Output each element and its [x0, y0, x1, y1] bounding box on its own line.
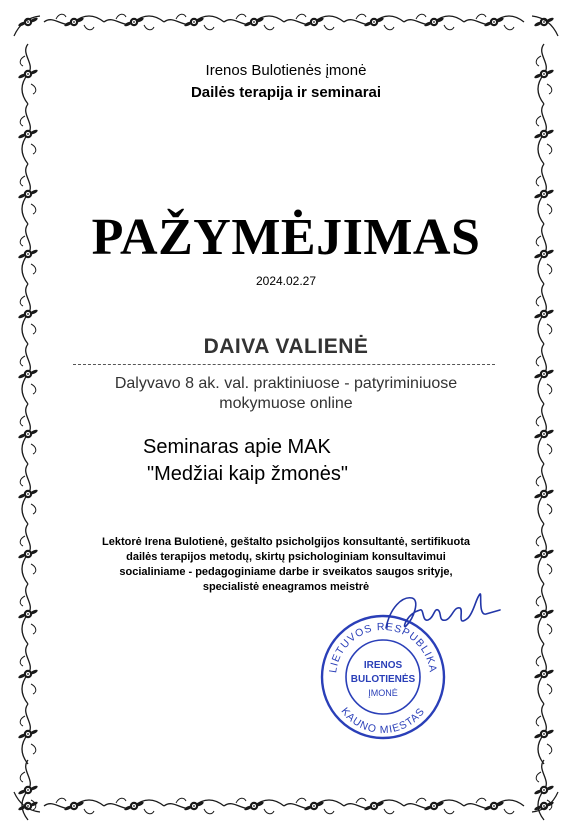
seminar-line-2: "Medžiai kaip žmonės": [147, 463, 348, 485]
name-underline: [73, 364, 495, 365]
corner-ornament-top-right: [532, 16, 558, 36]
corner-ornament-bottom-right: [532, 792, 558, 812]
signature: [376, 588, 506, 648]
seminar-line-1: Seminaras apie MAK: [143, 436, 331, 458]
stamp-center-line-2: BULOTIENĖS: [350, 674, 416, 685]
stamp-outer-top: LIETUVOS RESPUBLIKA: [327, 620, 439, 674]
lecturer-description: [0, 535, 572, 595]
lecturer-line-2: dailės terapijos metodų, skirtų psichologiniam konsultavimui: [126, 551, 446, 563]
company-subtitle: Dailės terapija ir seminarai: [190, 84, 382, 101]
participation-line-2: mokymuose online: [219, 395, 353, 412]
participation-line-1: Dalyvavo 8 ak. val. praktiniuose - patyriminiuose: [114, 375, 458, 392]
corner-ornament-top-left: [14, 16, 40, 36]
certificate-date: 2024.02.27: [255, 274, 317, 288]
participation-text: [0, 374, 572, 414]
recipient-name: DAIVA VALIENĖ: [203, 335, 369, 358]
certificate-title: PAŽYMĖJIMAS: [91, 209, 481, 266]
seminar-title: [143, 434, 348, 488]
lecturer-line-3: socialiniame - pedagoginiame darbe ir sveikatos saugos srityje,: [119, 566, 453, 578]
svg-text:KAUNO MIESTAS: [338, 705, 427, 736]
stamp-center-line-1: IRENOS: [363, 660, 403, 671]
corner-ornament-bottom-left: [14, 792, 40, 812]
company-name: Irenos Bulotienės įmonė: [205, 62, 367, 79]
stamp-center-line-3: ĮMONĖ: [368, 688, 398, 698]
lecturer-line-1: Lektorė Irena Bulotienė, geštalto psicholgijos konsultantė, sertifikuota: [102, 536, 470, 548]
stamp-outer-bottom: KAUNO MIESTAS: [338, 705, 428, 737]
lecturer-line-4: specialistė eneagramos meistrė: [202, 581, 370, 593]
